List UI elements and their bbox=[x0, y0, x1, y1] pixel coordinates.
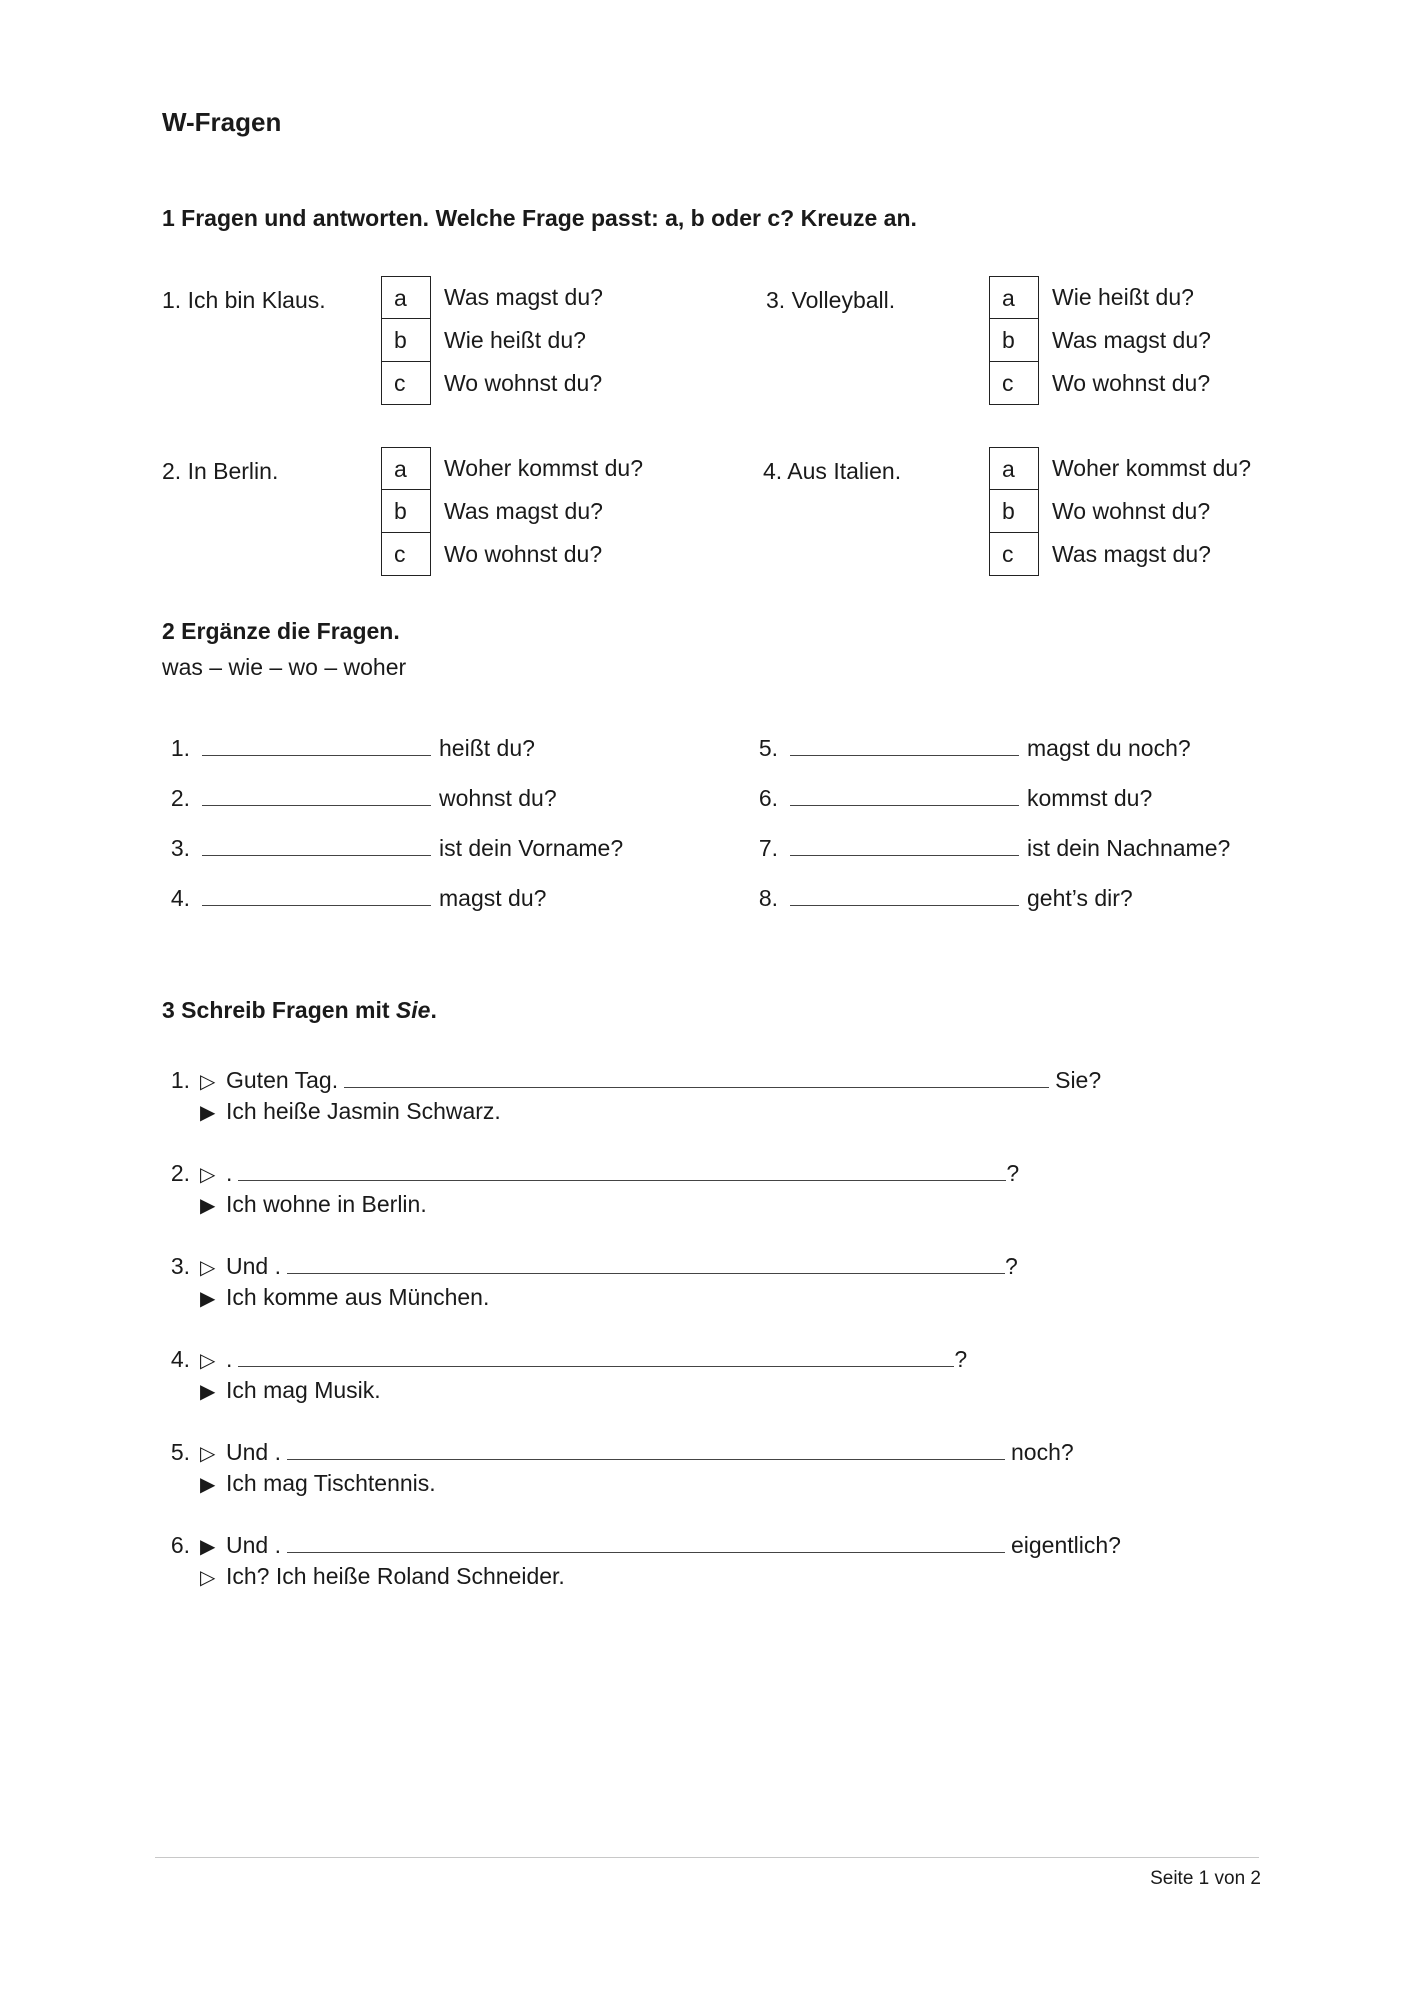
ex1-option-row[interactable] bbox=[381, 362, 781, 405]
open-triangle-icon: ▷ bbox=[200, 1350, 216, 1372]
exercise-3-heading bbox=[162, 997, 437, 1024]
checkbox-c[interactable]: c bbox=[381, 362, 431, 405]
checkbox-a[interactable]: a bbox=[381, 276, 431, 319]
option-text: Wo wohnst du? bbox=[1052, 370, 1211, 396]
fill-item bbox=[736, 835, 1230, 862]
item-text: magst du noch? bbox=[1027, 735, 1191, 761]
fill-item bbox=[148, 735, 535, 762]
item-number: 1. bbox=[170, 735, 190, 761]
filled-triangle-icon: ▶ bbox=[200, 1102, 216, 1124]
dialogue-item bbox=[150, 1345, 967, 1407]
blank-field[interactable] bbox=[202, 887, 431, 906]
answer-line[interactable] bbox=[287, 1536, 1005, 1553]
ex1-option-row[interactable] bbox=[381, 533, 781, 576]
checkbox-b[interactable]: b bbox=[381, 319, 431, 362]
ex1-option-row[interactable] bbox=[381, 319, 781, 362]
item-text: magst du? bbox=[439, 885, 547, 911]
item-text: geht’s dir? bbox=[1027, 885, 1133, 911]
fill-item bbox=[736, 735, 1191, 762]
question-end: ? bbox=[1006, 1160, 1020, 1186]
checkbox-b[interactable]: b bbox=[381, 490, 431, 533]
fill-item bbox=[148, 885, 546, 912]
blank-field[interactable] bbox=[202, 837, 431, 856]
ex1-option-row[interactable] bbox=[989, 490, 1389, 533]
answer-text: Ich mag Musik. bbox=[226, 1377, 381, 1403]
item-number: 3. bbox=[170, 835, 190, 861]
page-title: W-Fragen bbox=[162, 107, 282, 137]
answer-line[interactable] bbox=[238, 1350, 954, 1367]
item-number: 1. bbox=[170, 1067, 190, 1093]
item-text: ist dein Nachname? bbox=[1027, 835, 1231, 861]
checkbox-a[interactable]: a bbox=[989, 276, 1039, 319]
answer-line[interactable] bbox=[344, 1071, 1049, 1088]
option-text: Was magst du? bbox=[444, 284, 603, 310]
question-start: Und . bbox=[226, 1253, 281, 1279]
question-start: Und . bbox=[226, 1439, 281, 1465]
answer-text: Ich komme aus München. bbox=[226, 1284, 490, 1310]
open-triangle-icon: ▷ bbox=[200, 1567, 216, 1589]
item-text: kommst du? bbox=[1027, 785, 1153, 811]
item-number: 4. bbox=[170, 885, 190, 911]
question-end: Sie? bbox=[1055, 1067, 1102, 1093]
question-end: ? bbox=[954, 1346, 968, 1372]
ex1-option-row[interactable] bbox=[989, 533, 1389, 576]
item-number: 7. bbox=[758, 835, 778, 861]
answer-text: Ich wohne in Berlin. bbox=[226, 1191, 427, 1217]
filled-triangle-icon: ▶ bbox=[200, 1381, 216, 1403]
question-end: eigentlich? bbox=[1010, 1532, 1121, 1558]
item-number: 4. bbox=[170, 1346, 190, 1372]
dialogue-item bbox=[150, 1531, 1121, 1593]
question-start: . bbox=[226, 1160, 233, 1186]
checkbox-a[interactable]: a bbox=[989, 447, 1039, 490]
item-number: 3. bbox=[170, 1253, 190, 1279]
item-number: 6. bbox=[758, 785, 778, 811]
option-text: Woher kommst du? bbox=[1052, 455, 1251, 481]
blank-field[interactable] bbox=[202, 787, 431, 806]
checkbox-c[interactable]: c bbox=[989, 533, 1039, 576]
ex1-option-row[interactable] bbox=[989, 319, 1389, 362]
ex1-option-row[interactable] bbox=[989, 447, 1389, 490]
exercise-1-heading: 1 Fragen und antworten. Welche Frage passt: a, b oder c? Kreuze an. bbox=[162, 205, 917, 231]
question-end: ? bbox=[1004, 1253, 1018, 1279]
item-number: 6. bbox=[170, 1532, 190, 1558]
item-text: wohnst du? bbox=[439, 785, 557, 811]
fill-item bbox=[736, 885, 1133, 912]
option-text: Wo wohnst du? bbox=[444, 370, 603, 396]
item-number: 8. bbox=[758, 885, 778, 911]
blank-field[interactable] bbox=[790, 887, 1019, 906]
open-triangle-icon: ▷ bbox=[200, 1443, 216, 1465]
open-triangle-icon: ▷ bbox=[200, 1257, 216, 1279]
ex1-prompt-2: 2. In Berlin. bbox=[162, 458, 279, 484]
ex1-option-row[interactable] bbox=[381, 276, 781, 319]
option-text: Wo wohnst du? bbox=[444, 541, 603, 567]
ex1-prompt-3: 3. Volleyball. bbox=[766, 287, 896, 313]
ex1-option-row[interactable] bbox=[989, 276, 1389, 319]
checkbox-a[interactable]: a bbox=[381, 447, 431, 490]
option-text: Was magst du? bbox=[1052, 541, 1211, 567]
footer-divider bbox=[155, 1857, 1259, 1858]
fill-item bbox=[148, 785, 557, 812]
item-number: 2. bbox=[170, 1160, 190, 1186]
option-text: Was magst du? bbox=[444, 498, 603, 524]
ex1-option-row[interactable] bbox=[989, 362, 1389, 405]
question-end: noch? bbox=[1010, 1439, 1074, 1465]
ex1-option-row[interactable] bbox=[381, 447, 781, 490]
filled-triangle-icon: ▶ bbox=[200, 1536, 216, 1558]
fill-item bbox=[148, 835, 623, 862]
ex1-prompt-4: 4. Aus Italien. bbox=[763, 458, 902, 484]
word-bank: was – wie – wo – woher bbox=[162, 654, 407, 680]
heading-text: . bbox=[430, 997, 437, 1023]
question-start: Und . bbox=[226, 1532, 281, 1558]
checkbox-b[interactable]: b bbox=[989, 490, 1039, 533]
option-text: Woher kommst du? bbox=[444, 455, 643, 481]
blank-field[interactable] bbox=[202, 737, 431, 756]
ex1-prompt-1: 1. Ich bin Klaus. bbox=[162, 287, 326, 313]
item-number: 5. bbox=[758, 735, 778, 761]
ex1-options-4 bbox=[989, 447, 1389, 576]
filled-triangle-icon: ▶ bbox=[200, 1195, 216, 1217]
open-triangle-icon: ▷ bbox=[200, 1164, 216, 1186]
dialogue-item bbox=[150, 1252, 1018, 1314]
option-text: Wie heißt du? bbox=[444, 327, 586, 353]
option-text: Wo wohnst du? bbox=[1052, 498, 1211, 524]
dialogue-item bbox=[150, 1159, 1019, 1221]
open-triangle-icon: ▷ bbox=[200, 1071, 216, 1093]
filled-triangle-icon: ▶ bbox=[200, 1474, 216, 1496]
option-text: Wie heißt du? bbox=[1052, 284, 1194, 310]
page-number: Seite 1 von 2 bbox=[1150, 1868, 1261, 1889]
ex1-options-2 bbox=[381, 447, 781, 576]
filled-triangle-icon: ▶ bbox=[200, 1288, 216, 1310]
item-text: heißt du? bbox=[439, 735, 535, 761]
item-number: 2. bbox=[170, 785, 190, 811]
item-text: ist dein Vorname? bbox=[439, 835, 624, 861]
dialogue-item bbox=[150, 1066, 1101, 1128]
checkbox-b[interactable]: b bbox=[989, 319, 1039, 362]
answer-text: Ich heiße Jasmin Schwarz. bbox=[226, 1098, 501, 1124]
fill-item bbox=[736, 785, 1152, 812]
answer-line[interactable] bbox=[287, 1443, 1005, 1460]
question-start: . bbox=[226, 1346, 233, 1372]
answer-text: Ich mag Tischtennis. bbox=[226, 1470, 436, 1496]
ex1-option-row[interactable] bbox=[381, 490, 781, 533]
heading-text: 3 Schreib Fragen mit bbox=[162, 997, 396, 1023]
answer-text: Ich? Ich heiße Roland Schneider. bbox=[226, 1563, 565, 1589]
exercise-2-heading: 2 Ergänze die Fragen. bbox=[162, 618, 400, 644]
answer-line[interactable] bbox=[238, 1164, 1006, 1181]
question-start: Guten Tag. bbox=[226, 1067, 339, 1093]
answer-line[interactable] bbox=[287, 1257, 1005, 1274]
blank-field[interactable] bbox=[790, 737, 1019, 756]
item-number: 5. bbox=[170, 1439, 190, 1465]
blank-field[interactable] bbox=[790, 787, 1019, 806]
ex1-options-1 bbox=[381, 276, 781, 405]
dialogue-item bbox=[150, 1438, 1074, 1500]
heading-emphasis: Sie bbox=[395, 997, 431, 1023]
blank-field[interactable] bbox=[790, 837, 1019, 856]
checkbox-c[interactable]: c bbox=[381, 533, 431, 576]
checkbox-c[interactable]: c bbox=[989, 362, 1039, 405]
ex1-options-3 bbox=[989, 276, 1389, 405]
option-text: Was magst du? bbox=[1052, 327, 1211, 353]
